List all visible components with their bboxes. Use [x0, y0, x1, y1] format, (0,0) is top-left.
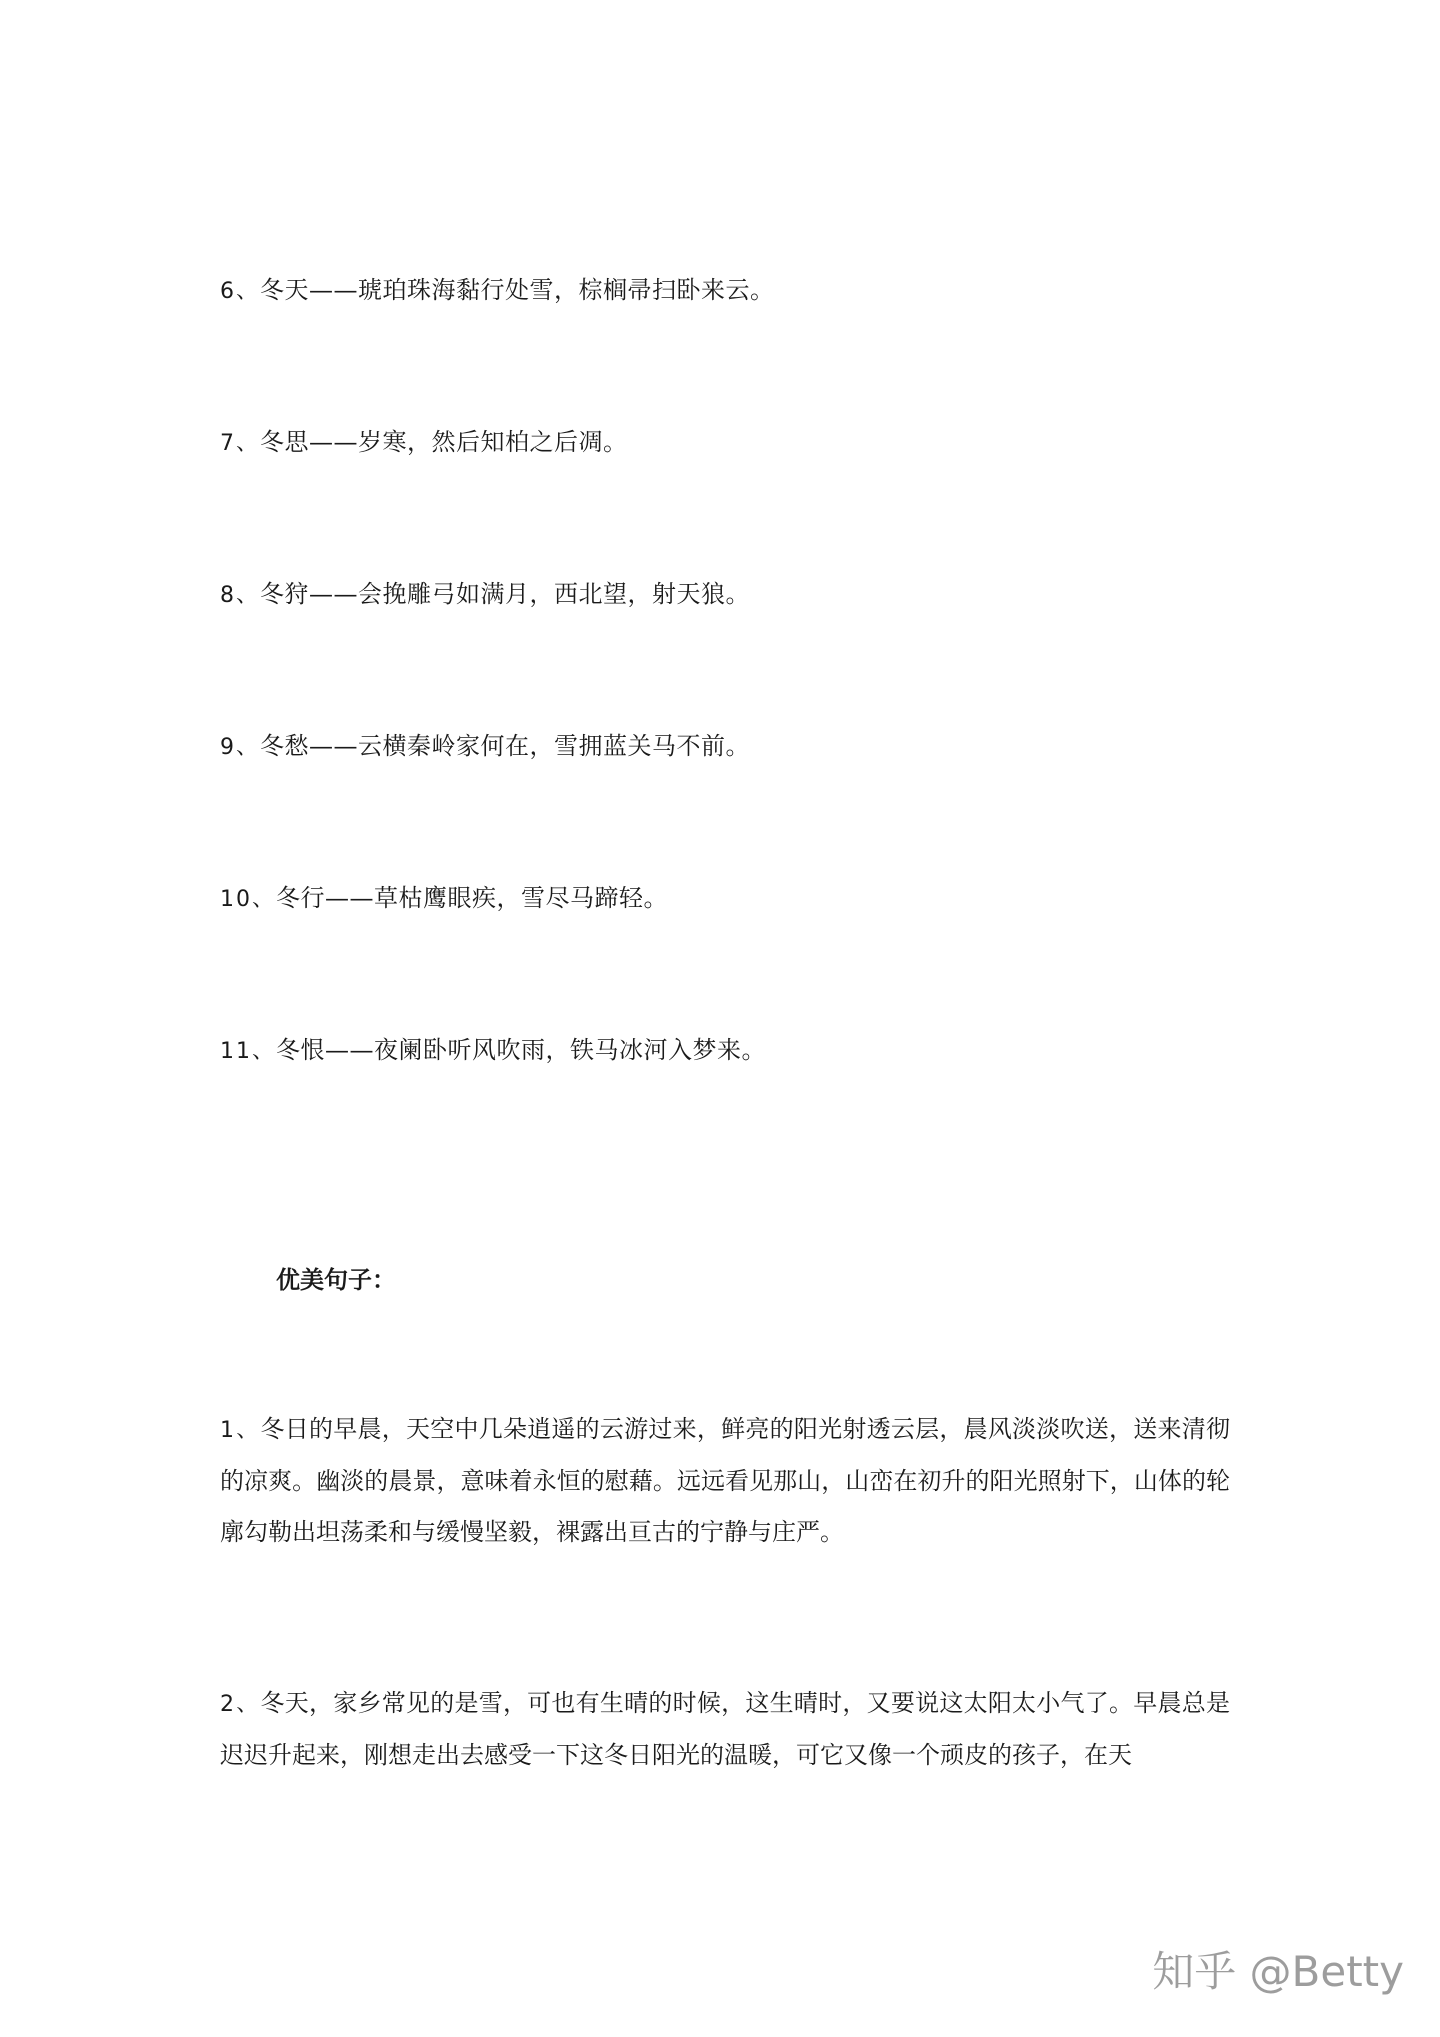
list-item-number: 7、 — [220, 431, 260, 456]
section-heading: 优美句子： — [276, 1265, 396, 1294]
list-item-number: 8、 — [220, 583, 260, 608]
list-item-number: 11、 — [220, 1039, 276, 1064]
list-item-number: 9、 — [220, 735, 260, 760]
paragraph — [220, 1404, 1230, 1558]
paragraph-text: 冬天，家乡常见的是雪，可也有生晴的时候，这生晴时，又要说这太阳太小气了。早晨总是迟迟升起来，刚想走出去感受一下这冬日阳光的温暖，可它又像一个顽皮的孩子，在天 — [220, 1689, 1231, 1769]
list-item-text: 冬行——草枯鹰眼疾，雪尽马蹄轻。 — [276, 884, 668, 912]
list-item-text: 冬思——岁寒，然后知柏之后凋。 — [260, 428, 628, 456]
watermark-text: 知乎 @Betty — [1152, 1947, 1404, 1996]
list-item-text: 冬狩——会挽雕弓如满月，西北望，射天狼。 — [260, 580, 750, 608]
list-item — [220, 274, 775, 308]
list-item — [220, 426, 628, 460]
list-item-number: 6、 — [220, 279, 260, 304]
list-item — [220, 578, 750, 612]
list-item — [220, 730, 750, 764]
paragraph — [220, 1678, 1230, 1781]
list-item-text: 冬愁——云横秦岭家何在，雪拥蓝关马不前。 — [260, 732, 750, 760]
paragraph-number: 2、 — [220, 1692, 261, 1717]
paragraph-text: 冬日的早晨，天空中几朵逍遥的云游过来，鲜亮的阳光射透云层，晨风淡淡吹送，送来清彻的凉爽。幽淡的晨景，意味着永恒的慰藉。远远看见那山，山峦在初升的阳光照射下，山体的轮廓勾勒出坦荡柔和与缓慢坚毅，裸露出亘古的宁静与庄严。 — [220, 1415, 1231, 1546]
list-item-number: 10、 — [220, 887, 276, 912]
list-item — [220, 1034, 766, 1068]
list-item-text: 冬恨——夜阑卧听风吹雨，铁马冰河入梦来。 — [276, 1036, 766, 1064]
list-item-text: 冬天——琥珀珠海黏行处雪，棕榈帚扫卧来云。 — [260, 276, 775, 304]
list-item — [220, 882, 668, 916]
paragraph-number: 1、 — [220, 1418, 261, 1443]
